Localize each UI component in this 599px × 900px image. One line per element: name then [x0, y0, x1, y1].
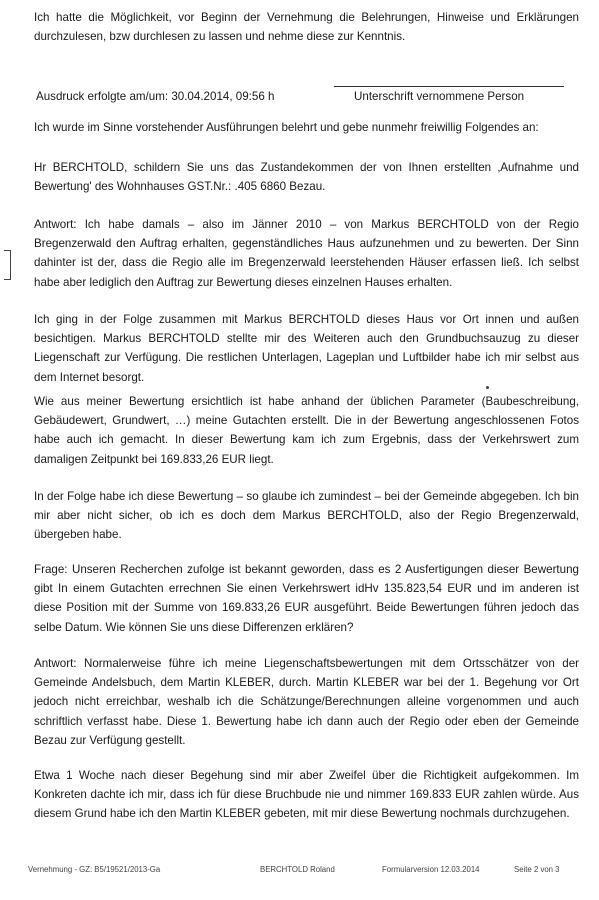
answer-1: Antwort: Ich habe damals – also im Jänner 2010 – von Markus BERCHTOLD von der Regio Bregenzerwald den Auftrag erhalten, gegenständliches Haus aufzunehmen und zu bewerten. Der Sinn dahinter ist der, dass die Regio alle im Bregenzerwald leerstehenden Häuser erfassen ließ. Ich selbst habe aber lediglich den Auftrag zur Bewertung dieses einzelnen Hauses erhalten.: [34, 218, 579, 289]
footer-person-name: BERCHTOLD Roland: [260, 865, 335, 874]
page-footer: [28, 865, 588, 879]
footer-form-version: Formularversion 12.03.2014: [382, 865, 480, 874]
intro-paragraph: Ich hatte die Möglichkeit, vor Beginn der Vernehmung die Belehrungen, Hinweise und Erklärungen durchzulesen, bzw durchlesen zu lassen und nehme diese zur Kenntnis.: [34, 11, 579, 44]
question-2: Frage: Unseren Recherchen zufolge ist bekannt geworden, dass es 2 Ausfertigungen dieser Bewertung gibt In einem Gutachten errechnen Sie einen Verkehrswert idHv 135.823,54 EUR und im anderen ist diese Position mit der Summe von 169.833,26 EUR ausgeführt. Beide Bewertungen führen jedoch das selbe Datum. Wie können Sie uns diese Differenzen erklären?: [34, 563, 579, 634]
signature-label: Unterschrift vernommene Person: [354, 90, 525, 103]
answer-3: Wie aus meiner Bewertung ersichtlich ist habe anhand der üblichen Parameter (Baubeschreibung, Gebäudewert, Grundwert, …) meine Gutachten erstellt. Die in der Bewertung angeschlossenen Fotos habe auch ich gemacht. In dieser Bewertung kam ich zum Ergebnis, dass der Verkehrswert zum damaligen Zeitpunkt bei 169.833,26 EUR liegt.: [34, 395, 579, 466]
question-1: Hr BERCHTOLD, schildern Sie uns das Zustandekommen der von Ihnen erstellten ‚Aufnahme und Bewertung' des Wohnhauses GST.Nr.: .405 6860 Bezau.: [34, 161, 579, 194]
answer-6: Etwa 1 Woche nach dieser Begehung sind mir aber Zweifel über die Richtigkeit aufgekommen. Im Konkreten dachte ich mir, dass ich für diese Bruchbude nie und nimmer 169.833 EUR zahlen würde. Aus diesem Grund habe ich den Martin KLEBER gebeten, mit mir diese Bewertung nochmals durchzugehen.: [34, 769, 579, 821]
footer-case-number: Vernehmung - GZ: B5/19521/2013-Ga: [28, 865, 161, 874]
declaration-paragraph: Ich wurde im Sinne vorstehender Ausführungen belehrt und gebe nunmehr freiwillig Folgendes an:: [34, 121, 539, 134]
answer-5: Antwort: Normalerweise führe ich meine Liegenschaftsbewertungen mit dem Ortsschätzer von der Gemeinde Andelsbuch, dem Martin KLEBER, durch. Martin KLEBER war bei der 1. Begehung vor Ort jedoch nicht erreichbar, weshalb ich die Schätzunge/Berechnungen alleine vorgenommen und auch schriftlich verfasst habe. Diese 1. Bewertung habe ich dann auch der Regio oder eben der Gemeinde Bezau zur Verfügung gestellt.: [34, 657, 579, 747]
answer-2: Ich ging in der Folge zusammen mit Markus BERCHTOLD dieses Haus vor Ort innen und außen besichtigen. Markus BERCHTOLD stellte mir des Weiteren auch den Grundbuchsauzug zu dieser Liegenschaft zur Verfügung. Die restlichen Unterlagen, Lageplan und Luftbilder habe ich mir selbst aus dem Internet besorgt.: [34, 313, 579, 384]
signature-line: [334, 86, 564, 87]
printout-timestamp: Ausdruck erfolgte am/um: 30.04.2014, 09:56 h: [36, 90, 275, 103]
scan-dot-mark: [486, 386, 489, 389]
footer-page-number: Seite 2 von 3: [514, 865, 560, 874]
answer-4: In der Folge habe ich diese Bewertung – so glaube ich zumindest – bei der Gemeinde abgegeben. Ich bin mir aber nicht sicher, ob ich es doch dem Markus BERCHTOLD, also der Regio Bregenzerwald, übergeben habe.: [34, 490, 579, 542]
signature-row: [34, 90, 579, 110]
margin-bracket-mark: [4, 250, 11, 280]
